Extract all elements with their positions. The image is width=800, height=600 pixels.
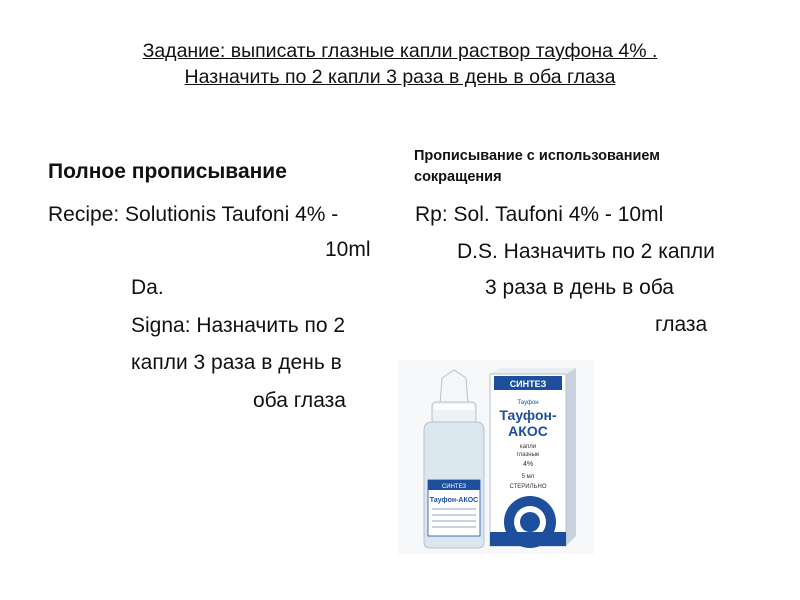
- box-name-line-1: Тауфон-: [499, 407, 557, 423]
- abbreviated-heading-line-1: Прописывание с использованием: [414, 148, 661, 164]
- product-photo: [398, 360, 594, 554]
- product-illustration: [398, 360, 594, 554]
- full-signa-line-2: капли 3 раза в день в: [131, 351, 342, 374]
- abbrev-ds-line-2: 3 раза в день в оба: [485, 276, 674, 299]
- full-signa-line: Signa: Назначить по 2: [131, 314, 346, 337]
- bottle-label-text: Тауфон-АКОС: [429, 497, 479, 504]
- box-volume: 5 мл: [521, 474, 535, 480]
- full-volume-line: 10ml: [325, 238, 371, 261]
- box-percent: 4%: [522, 461, 534, 468]
- box-desc-line-2: глазные: [516, 452, 540, 458]
- bottle-brand-text: СИНТЕЗ: [441, 484, 467, 490]
- assignment-line-1: Задание: выписать глазные капли раствор тауфона 4% .: [142, 40, 658, 62]
- box-name-line-2: АКОС: [508, 423, 548, 439]
- full-recipe-line: Recipe: Solutionis Taufoni 4% -: [48, 203, 339, 226]
- full-da-line: Da.: [131, 276, 164, 299]
- assignment-title: [0, 38, 800, 90]
- abbreviated-prescription-heading: [414, 146, 660, 188]
- box-small-name: Тауфон: [517, 400, 539, 406]
- box-desc-line-1: капли: [519, 444, 537, 450]
- assignment-line-2: Назначить по 2 капли 3 раза в день в оба глаза: [184, 66, 616, 88]
- abbrev-ds-line-3: глаза: [655, 313, 708, 336]
- full-signa-line-3: оба глаза: [253, 389, 346, 412]
- full-prescription-heading: Полное прописывание: [48, 160, 287, 183]
- abbrev-rp-line: Rp: Sol. Taufoni 4% - 10ml: [415, 203, 664, 226]
- box-brand-text: СИНТЕЗ: [509, 379, 547, 389]
- abbreviated-heading-line-2: сокращения: [414, 169, 502, 185]
- box-sterile: СТЕРИЛЬНО: [509, 484, 547, 490]
- abbrev-ds-line: D.S. Назначить по 2 капли: [457, 240, 715, 263]
